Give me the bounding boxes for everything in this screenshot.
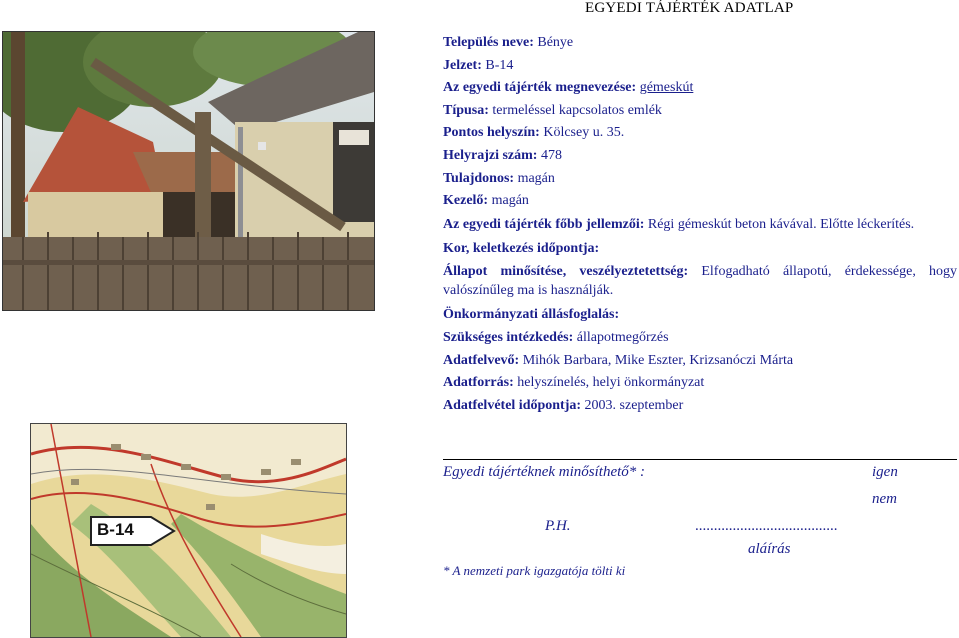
field-label: Típusa: (443, 102, 489, 118)
field-value: magán (517, 170, 555, 186)
section-divider (443, 459, 957, 460)
field-value: helyszínelés, helyi önkormányzat (517, 375, 705, 391)
field-label: Tulajdonos: (443, 170, 515, 186)
field-label: Jelzet: (443, 57, 482, 73)
field-onkormanyzati (443, 304, 957, 327)
field-jellemzoi (443, 215, 957, 234)
data-fields (443, 32, 957, 417)
field-label: Önkormányzati állásfoglalás: (443, 307, 620, 323)
field-tulajdonos (443, 168, 957, 191)
signature-label: aláírás (748, 541, 791, 557)
field-jelzet (443, 55, 957, 78)
field-label: Szükséges intézkedés: (443, 329, 574, 345)
footnote: * A nemzeti park igazgatója tölti ki (443, 563, 626, 578)
qualification-no: nem (872, 491, 897, 507)
location-map (30, 423, 347, 638)
field-allapot (443, 262, 957, 300)
well-photo-illustration (3, 32, 374, 310)
field-label: Adatfelvevő: (443, 352, 520, 368)
field-label: Állapot minősítése, veszélyeztetettség: (443, 264, 689, 280)
signature-line: ...................................... (695, 518, 838, 534)
qualification-yes: igen (872, 464, 898, 480)
qualification-question: Egyedi tájértéknek minősíthető* : (443, 464, 646, 480)
field-label: Kezelő: (443, 193, 489, 209)
field-value: állapotmegőrzés (576, 329, 669, 345)
field-label: Kor, keletkezés időpontja: (443, 240, 600, 256)
field-megnevezes (443, 77, 957, 100)
field-value: Elfogadható állapotú, érdekessége, hogy valószínűleg ma is használják. (443, 264, 957, 299)
sheet-title: EGYEDI TÁJÉRTÉK ADATLAP (585, 0, 794, 16)
field-value: gémeskút (639, 80, 694, 96)
field-kezelo (443, 190, 957, 213)
field-value: Kölcsey u. 35. (543, 125, 625, 141)
field-label: Pontos helyszín: (443, 125, 540, 141)
field-idopont (443, 395, 957, 418)
field-adatforras (443, 372, 957, 395)
stamp-label: P.H. (545, 518, 571, 534)
field-label: Az egyedi tájérték megnevezése: (443, 80, 637, 96)
field-label: Település neve: (443, 35, 534, 50)
field-adatfelvevo (443, 350, 957, 373)
field-label: Adatfelvétel időpontja: (443, 397, 582, 413)
field-value: B-14 (485, 57, 514, 73)
field-kor (443, 238, 957, 261)
field-label: Helyrajzi szám: (443, 147, 538, 163)
field-value: magán (491, 193, 529, 209)
field-helyszin (443, 122, 957, 145)
field-value: termeléssel kapcsolatos emlék (492, 102, 662, 118)
field-value: 2003. szeptember (584, 397, 684, 413)
well-photo (2, 31, 375, 311)
field-value: Régi gémeskút beton kávával. Előtte léckerítés. (647, 216, 915, 232)
field-tipusa (443, 100, 957, 123)
field-value: Bénye (537, 35, 574, 50)
field-label: Az egyedi tájérték főbb jellemzői: (443, 216, 645, 232)
field-value: 478 (540, 147, 562, 163)
field-label: Adatforrás: (443, 375, 514, 391)
field-intezkedes (443, 327, 957, 350)
field-telepules (443, 32, 957, 55)
field-value: Mihók Barbara, Mike Eszter, Krizsanóczi Márta (522, 352, 794, 368)
map-marker-label: B-14 (97, 520, 134, 539)
field-helyrajzi (443, 145, 957, 168)
map-illustration (31, 424, 346, 637)
